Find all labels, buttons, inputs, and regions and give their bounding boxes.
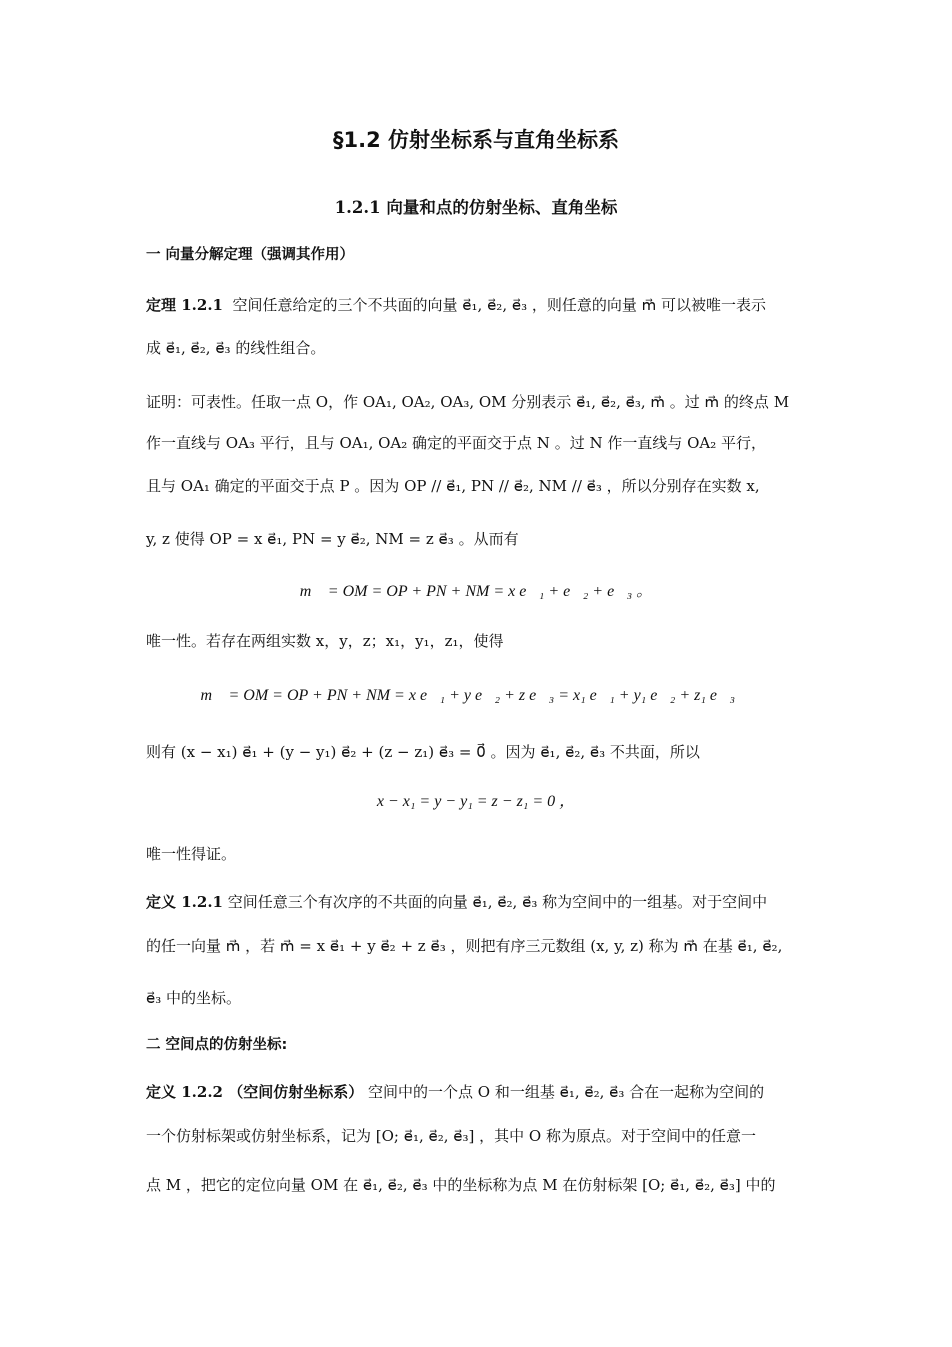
section-heading-two: 二 空间点的仿射坐标:	[146, 1037, 288, 1053]
def1-label: 定义 1.2.1	[146, 893, 223, 911]
theorem-line-2: 成 e⃗₁, e⃗₂, e⃗₃ 的线性组合。	[146, 339, 326, 357]
theorem-line-1	[146, 293, 816, 317]
equation-2: m⃗ = OM = OP + PN + NM = x e⃗₁ + y e⃗₂ + z e⃗₃ = x₁ e⃗₁ + y₁ e⃗₂ + z₁ e⃗₃ ，	[200, 687, 752, 704]
def2-line-2: 一个仿射标架或仿射坐标系，记为 [O; e⃗₁, e⃗₂, e⃗₃] ，其中 O 称为原点。对于空间中的任意一	[146, 1127, 756, 1145]
equation-3: x − x₁ = y − y₁ = z − z₁ = 0 ，	[376, 793, 576, 810]
def1-line-1	[146, 890, 816, 914]
def2-text-1: 空间中的一个点 O 和一组基 e⃗₁, e⃗₂, e⃗₃ 合在一起称为空间的	[367, 1083, 765, 1101]
def1-text-1: 空间任意三个有次序的不共面的向量 e⃗₁, e⃗₂, e⃗₃ 称为空间中的一组基。对于空间中	[227, 893, 768, 911]
proof-line-1: 证明：可表性。任取一点 O，作 OA₁, OA₂, OA₃, OM 分别表示 e⃗₁, e⃗₂, e⃗₃, m⃗ 。过 m⃗ 的终点 M	[146, 393, 790, 411]
def2-line-3: 点 M ，把它的定位向量 OM 在 e⃗₁, e⃗₂, e⃗₃ 中的坐标称为点 M 在仿射标架 [O; e⃗₁, e⃗₂, e⃗₃] 中的	[146, 1176, 776, 1194]
theorem-text-1: 空间任意给定的三个不共面的向量 e⃗₁, e⃗₂, e⃗₃ ，则任意的向量 m⃗ 可以被唯一表示	[232, 296, 767, 314]
proof-line-7: 唯一性得证。	[146, 845, 237, 863]
theorem-label: 定理 1.2.1	[146, 296, 223, 314]
proof-line-2: 作一直线与 OA₃ 平行，且与 OA₁, OA₂ 确定的平面交于点 N 。过 N 作一直线与 OA₂ 平行，	[146, 434, 767, 452]
section-heading-one: 一 向量分解定理（强调其作用）	[146, 247, 355, 263]
proof-line-3: 且与 OA₁ 确定的平面交于点 P 。因为 OP // e⃗₁, PN // e⃗₂, NM // e⃗₃ ，所以分别存在实数 x,	[146, 477, 760, 495]
def1-line-2: 的任一向量 m⃗ ，若 m⃗ = x e⃗₁ + y e⃗₂ + z e⃗₃ ，则把有序三元数组 (x, y, z) 称为 m⃗ 在基 e⃗₁, e⃗₂,	[146, 937, 783, 955]
proof-line-5: 唯一性。若存在两组实数 x，y，z；x₁，y₁，z₁，使得	[146, 632, 504, 650]
proof-line-4: y, z 使得 OP = x e⃗₁, PN = y e⃗₂, NM = z e⃗₃ 。从而有	[146, 530, 519, 548]
def2-line-1	[146, 1080, 816, 1104]
equation-1: m⃗ = OM = OP + PN + NM = x e⃗₁ + e⃗₂ + e⃗₃ 。	[299, 583, 653, 600]
page-title: §1.2 仿射坐标系与直角坐标系	[332, 128, 619, 152]
def2-label: 定义 1.2.2 （空间仿射坐标系）	[146, 1083, 364, 1101]
proof-line-6: 则有 (x − x₁) e⃗₁ + (y − y₁) e⃗₂ + (z − z₁) e⃗₃ = 0⃗ 。因为 e⃗₁, e⃗₂, e⃗₃ 不共面，所以	[146, 743, 700, 761]
def1-line-3: e⃗₃ 中的坐标。	[146, 989, 242, 1007]
section-subtitle: 1.2.1 向量和点的仿射坐标、直角坐标	[334, 198, 618, 217]
